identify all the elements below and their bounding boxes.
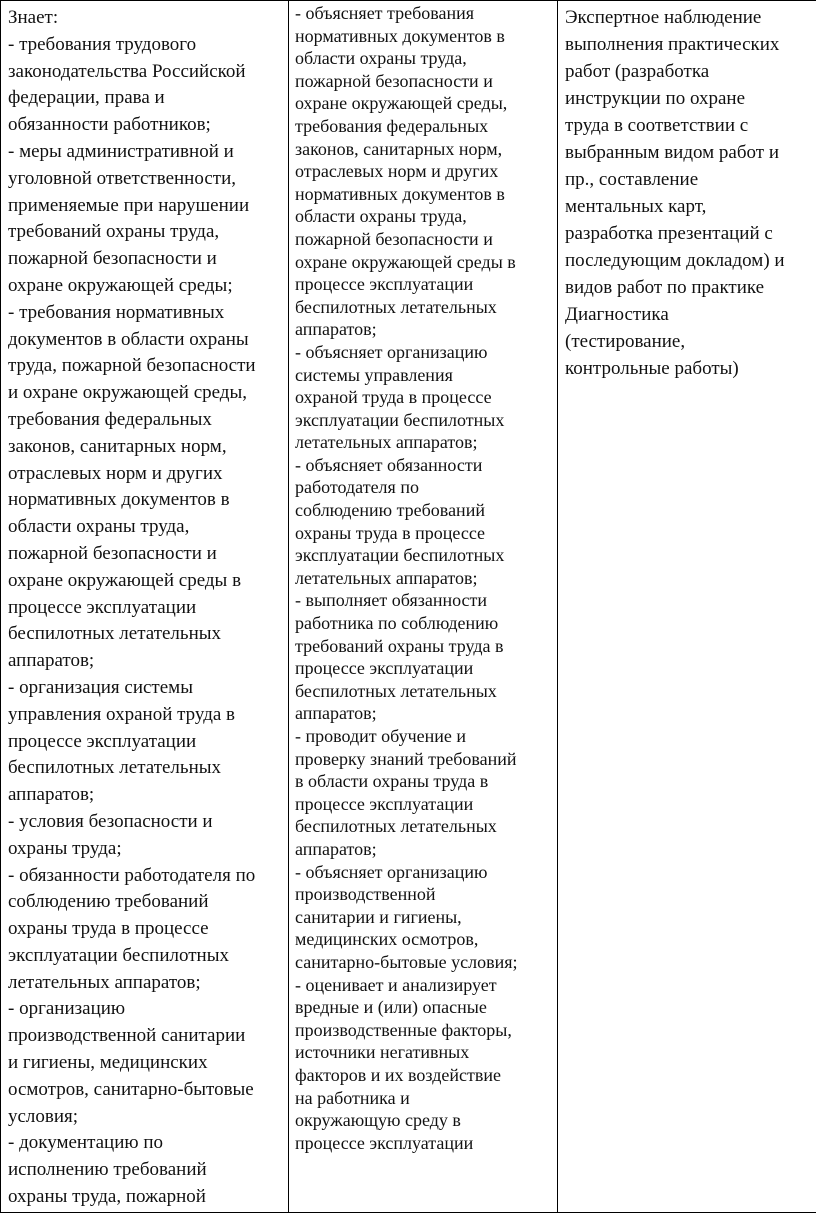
table-row bbox=[1, 1, 816, 1213]
knowledge-text: Знает: - требования трудового законодательства Российской федерации, права и обязанности работников; - меры административной и уголовной ответственности, применяемые при нарушении требований охраны труда, пожарной безопасности и охране окружающей среды; - требования нормативных документов в области охраны труда, пожарной безопасности и охране окружающей среды, требования федеральных законов, санитарных норм, отраслевых норм и других нормативных документов в области охраны труда, пожарной безопасности и охране окружающей среды в процессе эксплуатации беспилотных летательных аппаратов; - организация системы управления охраной труда в процессе эксплуатации беспилотных летательных аппаратов; - условия безопасности и охраны труда; - обязанности работодателя по соблюдению требований охраны труда в процессе эксплуатации беспилотных летательных аппаратов; - организацию производственной санитарии и гигиены, медицинских осмотров, санитарно-бытовые условия; - документацию по исполнению требований охраны труда, пожарной bbox=[8, 7, 256, 1208]
skills-cell bbox=[289, 1, 558, 1213]
assessment-cell bbox=[558, 1, 816, 1213]
skills-text: - объясняет требования нормативных документов в области охраны труда, пожарной безопасности и охране окружающей среды, требования федеральных законов, санитарных норм, отраслевых норм и других нормативных документов в области охраны труда, пожарной безопасности и охране окружающей среды в процессе эксплуатации беспилотных летательных аппаратов; - объясняет организацию системы управления охраной труда в процессе эксплуатации беспилотных летательных аппаратов; - объясняет обязанности работодателя по соблюдению требований охраны труда в процессе эксплуатации беспилотных летательных аппаратов; - выполняет обязанности работника по соблюдению требований охраны труда в процессе эксплуатации беспилотных летательных аппаратов; - проводит обучение и проверку знаний требований в области охраны труда в процессе эксплуатации беспилотных летательных аппаратов; - объясняет организацию производственной санитарии и гигиены, медицинских осмотров, санитарно-бытовые условия; - оценивает и анализирует вредные и (или) опасные производственные факторы, источники негативных факторов и их воздействие на работника и окружающую среду в процессе эксплуатации bbox=[295, 3, 518, 1153]
assessment-text: Экспертное наблюдение выполнения практических работ (разработка инструкции по охране труда в соответствии с выбранным видом работ и пр., составление ментальных карт, разработка презентаций с последующим докладом) и видов работ по практике Диагностика (тестирование, контрольные работы) bbox=[565, 7, 785, 379]
knowledge-cell bbox=[1, 1, 289, 1213]
